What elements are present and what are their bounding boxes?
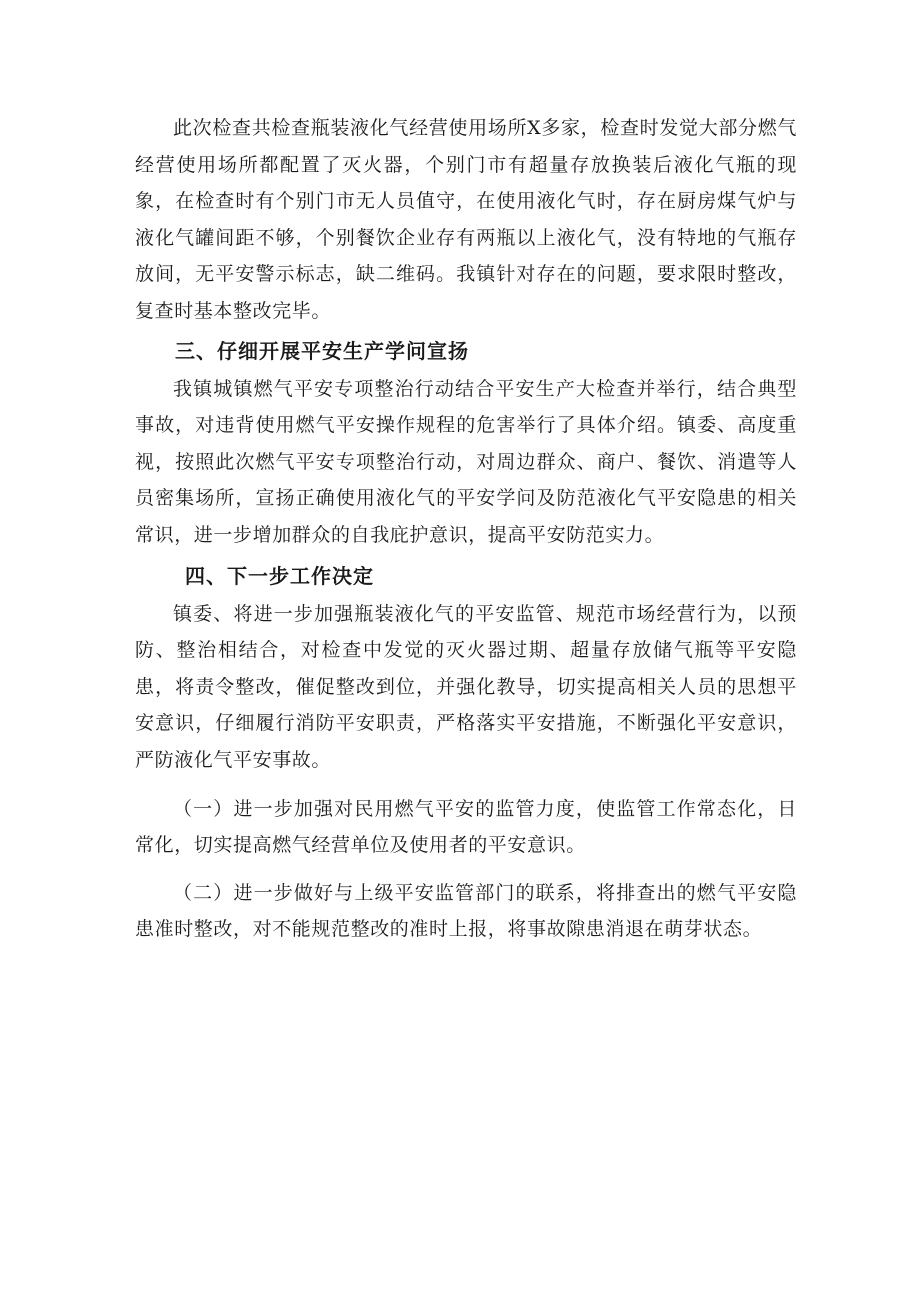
- paragraph-next-steps: 镇委、将进一步加强瓶装液化气的平安监管、规范市场经营行为，以预防、整治相结合，对检查中发觉的灭火器过期、超量存放储气瓶等平安隐患，将责令整改，催促整改到位，并强化教导，切实提高相关人员的思想平安意识，仔细履行消防平安职责，严格落实平安措施，不断强化平安意识，严防液化气平安事故。: [135, 602, 797, 771]
- section-heading-3: 三、仔细开展平安生产学问宣扬: [175, 338, 469, 363]
- document-body: [135, 110, 797, 948]
- paragraph-safety-publicity: 我镇城镇燃气平安专项整治行动结合平安生产大检查并举行，结合典型事故，对违背使用燃气平安操作规程的危害举行了具体介绍。镇委、高度重视，按照此次燃气平安专项整治行动，对周边群众、商户、餐饮、消遣等人员密集场所，宣扬正确使用液化气的平安学问及防范液化气平安隐患的相关常识，进一步增加群众的自我庇护意识，提高平安防范实力。: [135, 377, 797, 546]
- section-heading-4: 四、下一步工作决定: [185, 563, 374, 588]
- paragraph-item-1: （一）进一步加强对民用燃气平安的监管力度，使监管工作常态化，日常化，切实提高燃气经营单位及使用者的平安意识。: [135, 797, 797, 857]
- paragraph-item-2: （二）进一步做好与上级平安监管部门的联系，将排查出的燃气平安隐患准时整改，对不能规范整改的准时上报，将事故隙患消退在萌芽状态。: [135, 881, 797, 941]
- paragraph-inspection-findings: 此次检查共检查瓶装液化气经营使用场所X多家，检查时发觉大部分燃气经营使用场所都配置了灭火器，个别门市有超量存放换装后液化气瓶的现象，在检查时有个别门市无人员值守，在使用液化气时，存在厨房煤气炉与液化气罐间距不够，个别餐饮企业存有两瓶以上液化气，没有特地的气瓶存放间，无平安警示标志，缺二维码。我镇针对存在的问题，要求限时整改，复查时基本整改完毕。: [135, 117, 797, 322]
